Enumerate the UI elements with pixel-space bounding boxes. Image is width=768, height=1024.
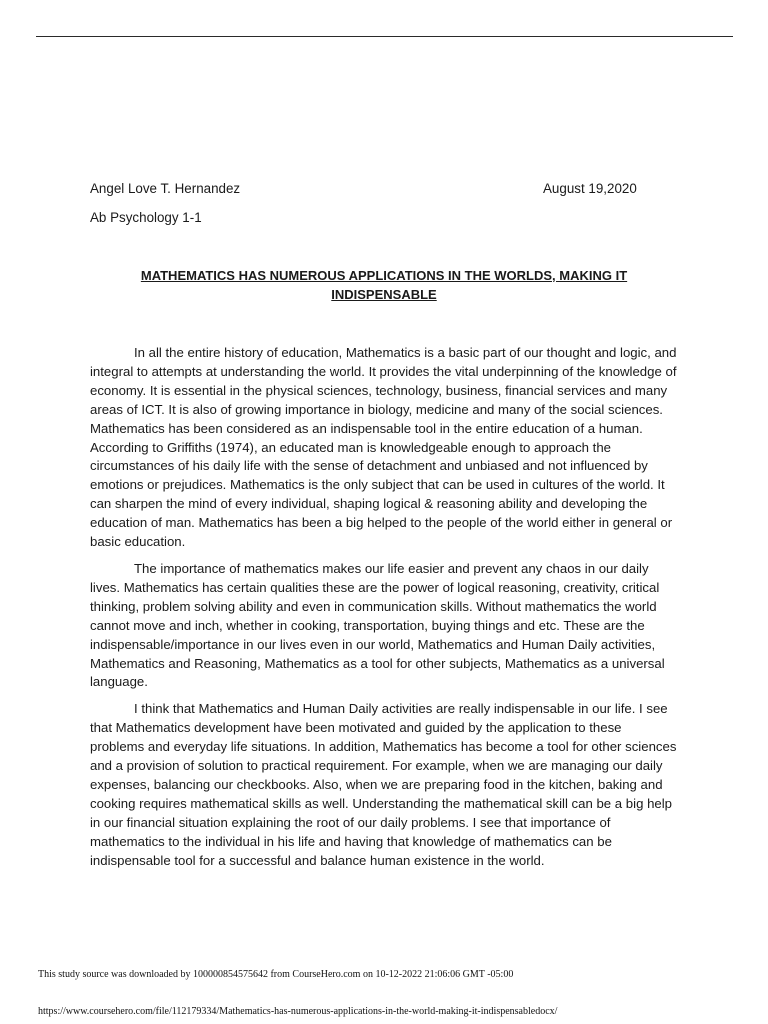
essay-title — [90, 266, 678, 304]
download-source-note: This study source was downloaded by 100000854575642 from CourseHero.com on 10-12-2022 21:06:06 GMT -05:00 — [38, 969, 514, 980]
paragraph-1: In all the entire history of education, Mathematics is a basic part of our thought and logic, and integral to attempts at understanding the world. It provides the vital underpinning of the knowledge of economy. It is essential in the physical sciences, technology, business, financial services and many areas of ICT. It is also of growing importance in biology, medicine and many of the social sciences. Mathematics has been considered as an indispensable tool in the entire education of a human. According to Griffiths (1974), an educated man is knowledgeable enough to approach the circumstances of his daily life with the sense of detachment and unbiased and not influenced by emotions or prejudices. Mathematics is the only subject that can be used in cultures of the world. It can sharpen the mind of every individual, shaping logical & reasoning ability and developing the education of man. Mathematics has been a big helped to the people of the world either in general or basic education. — [90, 345, 677, 550]
course-section: Ab Psychology 1-1 — [90, 210, 202, 225]
paragraph-2: The importance of mathematics makes our life easier and prevent any chaos in our daily lives. Mathematics has certain qualities these are the power of logical reasoning, creativity, critical thinking, problem solving ability and even in communication skills. Without mathematics the world cannot move and inch, whether in cooking, transportation, buying things and etc. These are the indispensable/importance in our lives even in our world, Mathematics and Human Daily activities, Mathematics and Reasoning, Mathematics as a tool for other subjects, Mathematics as a universal language. — [90, 560, 665, 690]
paragraph-3: I think that Mathematics and Human Daily activities are really indispensable in our life. I see that Mathematics development have been motivated and guided by the application to these problems and everyday life situations. In addition, Mathematics has become a tool for other sciences and a provision of solution to practical requirement. For example, when we are managing our daily expenses, balancing our checkbooks. Also, when we are preparing food in the kitchen, baking and cooking requires mathematical skills as well. Understanding the mathematical skill can be a big help in our financial situation explaining the root of our daily problems. I see that importance of mathematics to the individual in his life and having that knowledge of mathematics can be indispensable tool for a successful and balance human existence in the world. — [90, 701, 677, 868]
essay-title-line-2: INDISPENSABLE — [331, 287, 437, 302]
document-date: August 19,2020 — [543, 181, 637, 196]
essay-title-line-1: MATHEMATICS HAS NUMEROUS APPLICATIONS IN THE WORLDS, MAKING IT — [140, 268, 628, 283]
source-url[interactable]: https://www.coursehero.com/file/112179334/Mathematics-has-numerous-applications-in-the-world-making-it-indispensabledocx/ — [38, 1006, 558, 1017]
page-top-rule — [36, 36, 733, 37]
essay-body — [90, 344, 679, 878]
author-name: Angel Love T. Hernandez — [90, 181, 241, 196]
